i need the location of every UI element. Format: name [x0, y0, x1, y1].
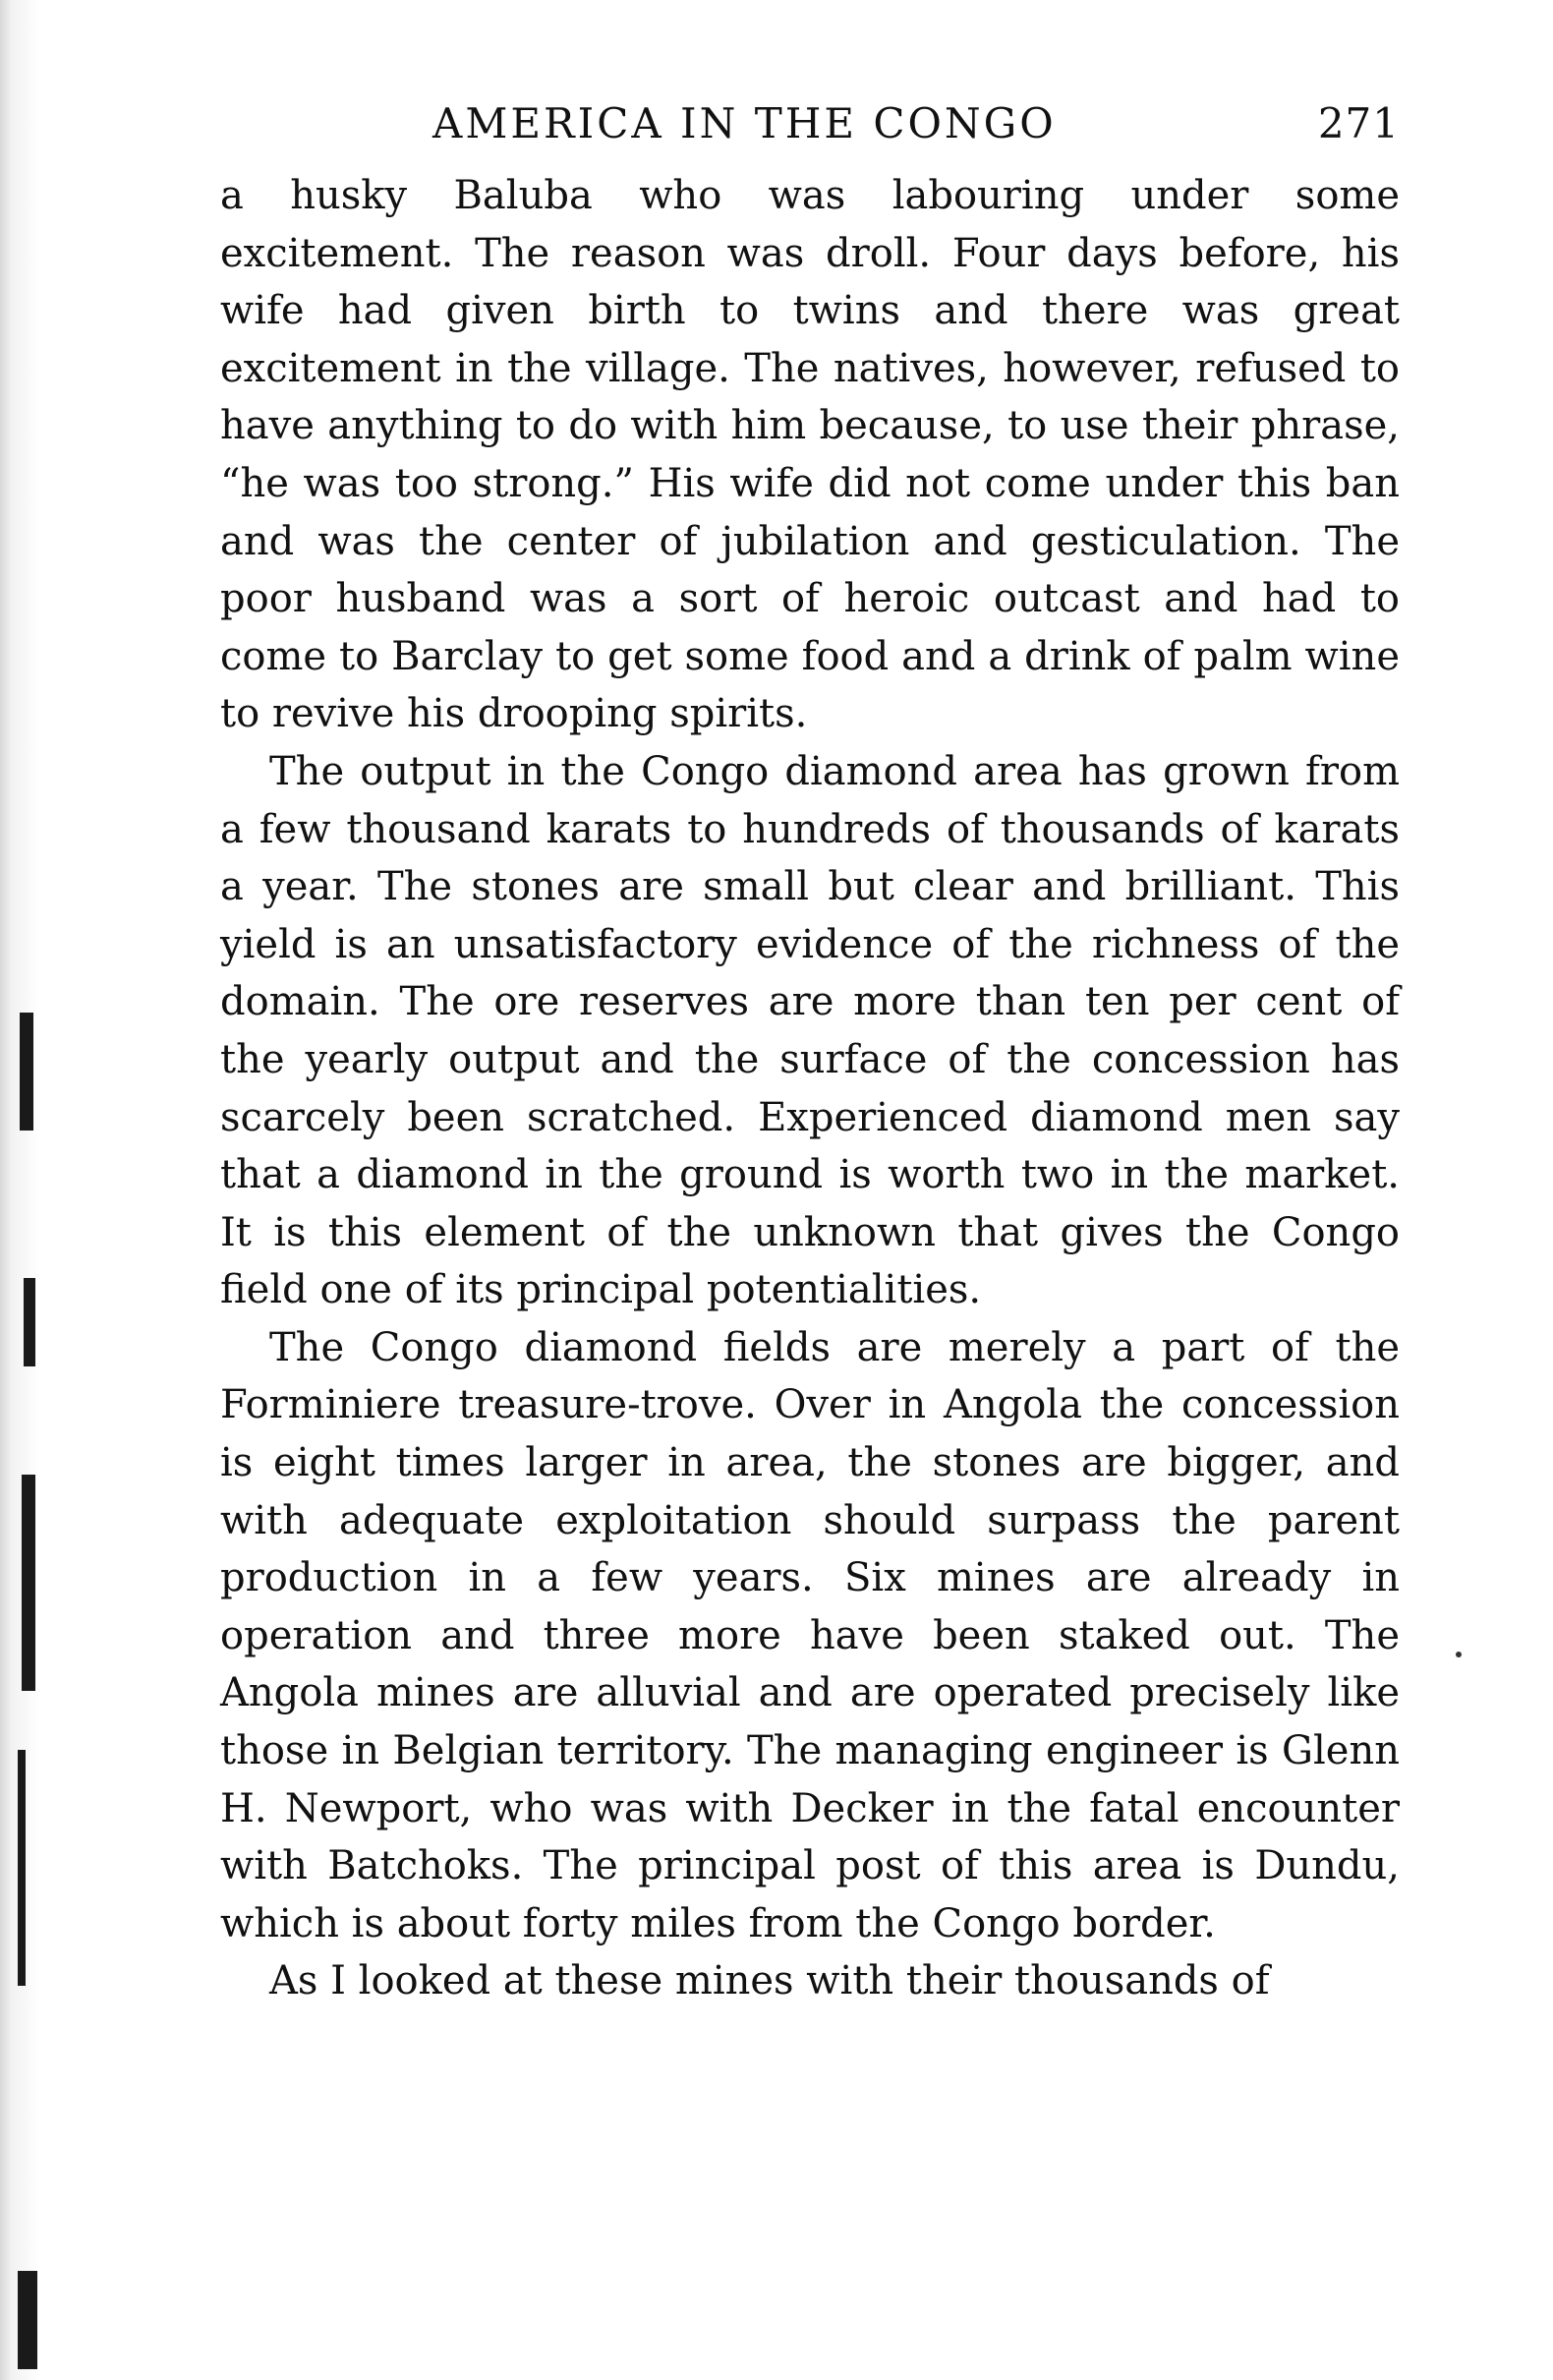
paragraph-2: The output in the Congo diamond area has grown from a few thousand karats to hundreds of thousands of karats a year. The stones are small but clear and brilliant. This yield is an unsatisfactory evidence of the richness of the domain. The ore reserves are more than ten per cent of the yearly output and the surface of the concession has scarcely been scratched. Experienced diamond men say that a diamond in the ground is worth two in the market. It is this element of the unknown that gives the Congo field one of its principal potentialities.: [220, 748, 1400, 1313]
running-head-title: AMERICA IN THE CONGO: [432, 99, 1057, 147]
page-number: 271: [1317, 99, 1400, 147]
binding-mark: [20, 1013, 33, 1131]
book-page: [220, 88, 1400, 2010]
paragraph-4: As I looked at these mines with their thousands of: [269, 1958, 1270, 2004]
page-binding-shadow: [0, 0, 59, 2380]
binding-mark: [18, 1750, 26, 1986]
paragraph-3: The Congo diamond fields are merely a part of the Forminiere treasure-trove. Over in Angola the concession is eight times larger in area, the stones are bigger, and with adequate exploitation should surpass the parent production in a few years. Six mines are already in operation and three more have been staked out. The Angola mines are alluvial and are operated precisely like those in Belgian territory. The managing engineer is Glenn H. Newport, who was with Decker in the fatal encounter with Batchoks. The principal post of this area is Dundu, which is about forty miles from the Congo border.: [220, 1324, 1400, 1946]
running-head: [220, 88, 1400, 159]
binding-mark: [18, 2271, 37, 2369]
ink-speck: [1456, 1652, 1462, 1657]
paragraph-1: a husky Baluba who was labouring under some excitement. The reason was droll. Four days before, his wife had given birth to twins and there was great excitement in the village. The natives, however, refused to have anything to do with him because, to use their phrase, “he was too strong.” His wife did not come under this ban and was the center of jubilation and gesticulation. The poor husband was a sort of heroic outcast and had to come to Barclay to get some food and a drink of palm wine to revive his drooping spirits.: [220, 173, 1400, 737]
body-text: [220, 167, 1400, 2010]
binding-mark: [22, 1475, 35, 1691]
binding-mark: [24, 1278, 35, 1366]
